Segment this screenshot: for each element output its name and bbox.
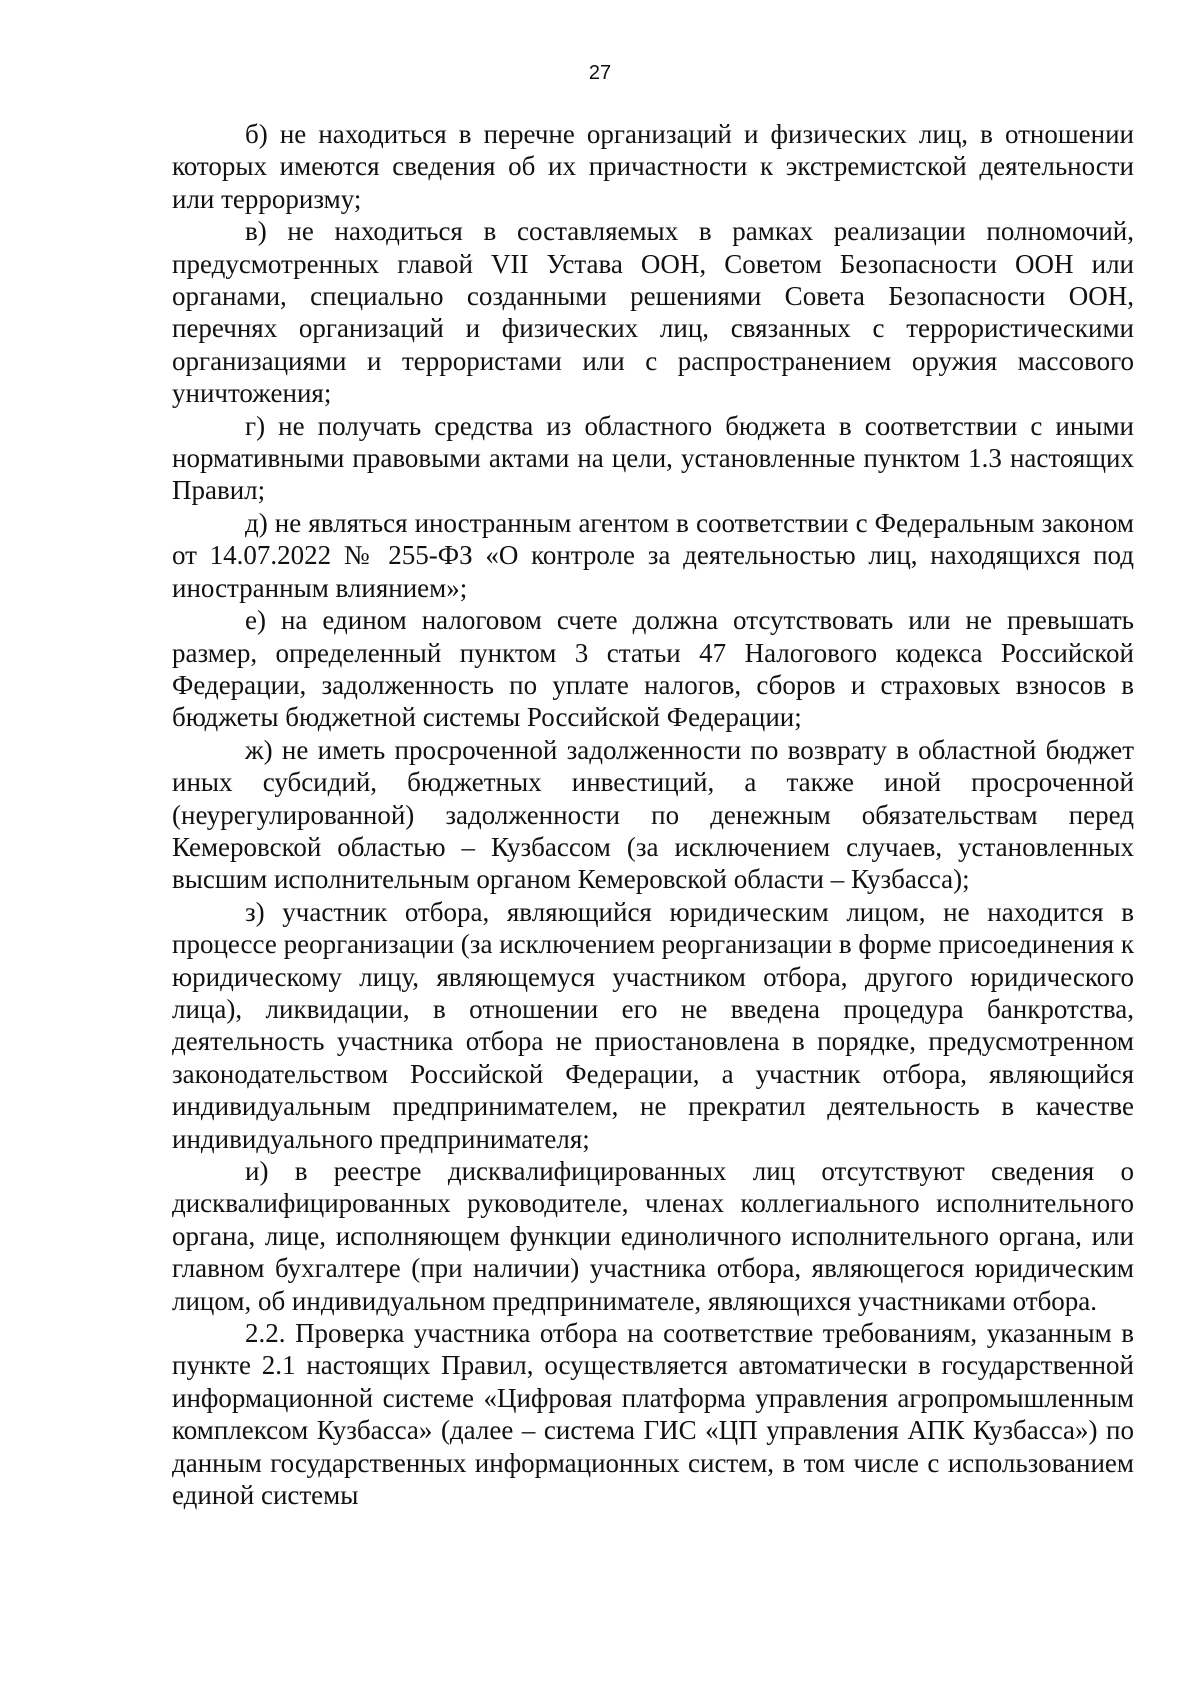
paragraph-z: з) участник отбора, являющийся юридическим лицом, не находится в процессе реорганизации (за исключением реорганизации в форме присоединения к юридическому лицу, являющемуся участником отбора, другого юридического лица), ликвидации, в отношении его не введена процедура банкротства, деятельность участника отбора не приостановлена в порядке, предусмотренном законодательством Российской Федерации, а участник отбора, являющийся индивидуальным предпринимателем, не прекратил деятельность в качестве индивидуального предпринимателя; <box>172 896 1134 1154</box>
paragraph-g: г) не получать средства из областного бюджета в соответствии с иными нормативными правовыми актами на цели, установленные пунктом 1.3 настоящих Правил; <box>172 410 1134 506</box>
paragraph-2-2: 2.2. Проверка участника отбора на соответствие требованиям, указанным в пункте 2.1 настоящих Правил, осуществляется автоматически в государственной информационной системе «Цифровая платформа управления агропромышленным комплексом Кузбасса» (далее – система ГИС «ЦП управления АПК Кузбасса») по данным государственных информационных систем, в том числе с использованием единой системы <box>172 1318 1134 1511</box>
page-number: 27 <box>588 62 612 84</box>
paragraph-zh: ж) не иметь просроченной задолженности по возврату в областной бюджет иных субсидий, бюджетных инвестиций, а также иной просроченной (неурегулированной) задолженности по денежным обязательствам перед Кемеровской областью – Кузбассом (за исключением случаев, установленных высшим исполнительным органом Кемеровской области – Кузбасса); <box>172 734 1134 895</box>
paragraph-b: б) не находиться в перечне организаций и физических лиц, в отношении которых имеются сведения об их причастности к экстремистской деятельности или терроризму; <box>172 119 1134 214</box>
paragraph-i: и) в реестре дисквалифицированных лиц отсутствуют сведения о дисквалифицированных руководителе, членах коллегиального исполнительного органа, лице, исполняющем функции единоличного исполнительного органа, или главном бухгалтере (при наличии) участника отбора, являющегося юридическим лицом, об индивидуальном предпринимателе, являющихся участниками отбора. <box>172 1156 1134 1316</box>
paragraph-e: е) на едином налоговом счете должна отсутствовать или не превышать размер, определенный пунктом 3 статьи 47 Налогового кодекса Российской Федерации, задолженность по уплате налогов, сборов и страховых взносов в бюджеты бюджетной системы Российской Федерации; <box>172 605 1134 733</box>
paragraph-d: д) не являться иностранным агентом в соответствии с Федеральным законом от 14.07.2022 № 255-ФЗ «О контроле за деятельностью лиц, находящихся под иностранным влиянием»; <box>172 507 1134 603</box>
paragraph-v: в) не находиться в составляемых в рамках реализации полномочий, предусмотренных главой VII Устава ООН, Советом Безопасности ООН или органами, специально созданными решениями Совета Безопасности ООН, перечнях организаций и физических лиц, связанных с террористическими организациями и террористами или с распространением оружия массового уничтожения; <box>172 216 1134 409</box>
document-body <box>172 118 1134 1511</box>
